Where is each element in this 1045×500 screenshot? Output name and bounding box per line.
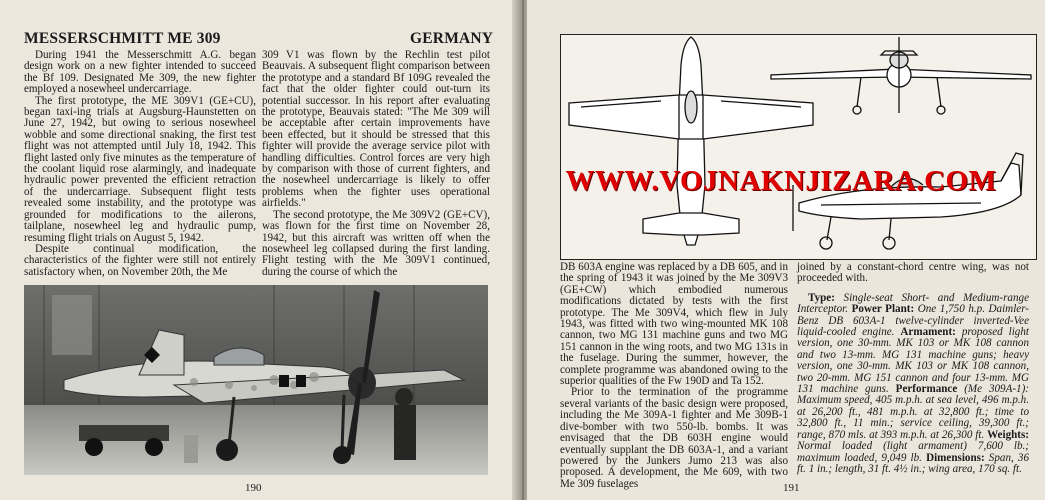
paragraph: The second prototype, the Me 309V2 (GE+CV), was flown for the first time on November 28, 1942, but this aircraft was written off when the nosewheel leg collapsed during the first landing. Flight testing with the Me 309V1 continued, during the course of which the	[262, 208, 490, 278]
paragraph: DB 603A engine was replaced by a DB 605, and in the spring of 1943 it was joined by the Me 309V3 (GE+CW) which embodied numerous modifications dictated by tests with the first prototype. The Me 309V4, which flew in July 1943, was fitted with two wing-mounted MK 108 cannon, two MG 131 machine guns and two MG 151 cannon in the wing roots, and two MG 131s in the fuselage. During the summer, however, the complete programme was abandoned owing to the superior qualities of the Fw 190D and Ta 152.	[560, 261, 788, 388]
spec-type-text: Single-seat Short- and Medium-range Interceptor.	[797, 291, 1029, 316]
paragraph: The first prototype, the ME 309V1 (GE+CU), began taxi-ing trials at Augsburg-Haunstetten on June 27, 1942, but owing to serious nosewheel wobble and some directional snaking, the first test flight was not attempted until July 18, 1942. This flight lasted only five minutes as the temperature of the coolant liquid rose alarmingly, and inadequate hydraulic power prevented the efficient retraction of the undercarriage. Subsequent flight tests revealed some instability, and the prototype was grounded for modifications to the ailerons, tailplane, nosewheel leg and hydraulic pump, resuming flight trials on August 5, 1942.	[24, 94, 256, 244]
page-number: 190	[245, 482, 262, 494]
text-column-2	[262, 50, 490, 278]
spec-type-label: Type:	[808, 291, 835, 304]
right-page	[527, 0, 1045, 500]
spec-dimensions-text: Span, 36 ft. 1 in.; length, 31 ft. 4½ in.; wing area, 170 sq. ft.	[797, 451, 1029, 475]
country-heading: GERMANY	[410, 30, 494, 47]
aircraft-photo-image	[24, 285, 488, 475]
spec-armament-text: proposed light version, one 30-mm. MK 103 or MK 108 cannon and two 13-mm. MG 131 machine guns; heavy version, one 30-mm. MK 103 or MK 108 cannon, two 20-mm. MG 151 cannon and four 13-mm. MG 131 machine guns.	[797, 326, 1029, 396]
spec-dimensions-label: Dimensions:	[926, 451, 985, 464]
paragraph: During 1941 the Messerschmitt A.G. began design work on a new fighter intended to succeed the Bf 109. Designated Me 309, the new fighter employed a nosewheel undercarriage.	[24, 49, 256, 96]
page-number: 191	[783, 482, 800, 494]
spec-performance-label: Performance	[895, 383, 958, 396]
text-column-1	[560, 262, 788, 490]
text-column-1	[24, 50, 256, 278]
spec-power-text: One 1,750 h.p. Daimler-Benz DB 603A-1 twelve-cylinder inverted-Vee liquid-cooled engine.	[797, 303, 1029, 339]
aircraft-line-drawing	[561, 35, 1036, 259]
three-view-drawing	[560, 34, 1037, 260]
spec-weights-text: Normal loaded (light armament) 7,600 lb.; maximum loaded, 9,049 lb.	[797, 440, 1029, 464]
paragraph: Despite continual modification, the characteristics of the fighter were still not entirely satisfactory when, on November 20th, the Me	[24, 242, 256, 278]
spec-power-label: Power Plant:	[851, 303, 915, 316]
paragraph: joined by a constant-chord centre wing, was not proceeded with.	[797, 261, 1029, 285]
text-column-2	[797, 262, 1029, 475]
website-watermark: WWW.VOJNAKNJIZARA.COM	[565, 165, 997, 197]
aircraft-photo	[24, 285, 488, 475]
page-title: MESSERSCHMITT ME 309	[24, 30, 221, 47]
paragraph: 309 V1 was flown by the Rechlin test pilot Beauvais. A subsequent flight comparison between the prototype and a standard Bf 109G revealed the fact that the older fighter could out-turn its potential successor. In his report after evaluating the prototype, Beauvais stated: "The Me 309 will be acceptable after certain improvements have been effected, but it should be stressed that this fighter will provide the average service pilot with handling difficulties. Control forces are very high by comparison with those of current fighters, and the nosewheel undercarriage is likely to offer problems when the fighter uses operational airfields."	[262, 49, 490, 210]
spec-weights-label: Weights:	[987, 428, 1029, 441]
left-page	[0, 0, 518, 500]
paragraph: Prior to the termination of the programme several variants of the basic design were proposed, including the Me 309A-1 fighter and Me 309B-1 dive-bomber with two 550-lb. bombs. It was envisaged that the DB 603H engine would eventually supplant the DB 603A-1, and a variant powered by the Junkers Jumo 213 was also proposed. A development, the Me 609, with two Me 309 fuselages	[560, 386, 788, 490]
spec-armament-label: Armament:	[900, 326, 956, 339]
spec-performance-text: (Me 309A-1): Maximum speed, 405 m.p.h. at sea level, 496 m.p.h. at 26,200 ft., 481 m.p.h. at 32,800 ft.; time to 32,800 ft., 11 min.; service ceiling, 39,300 ft.; range, 870 mls. at 393 m.p.h. at 26,300 ft.	[797, 383, 1029, 441]
